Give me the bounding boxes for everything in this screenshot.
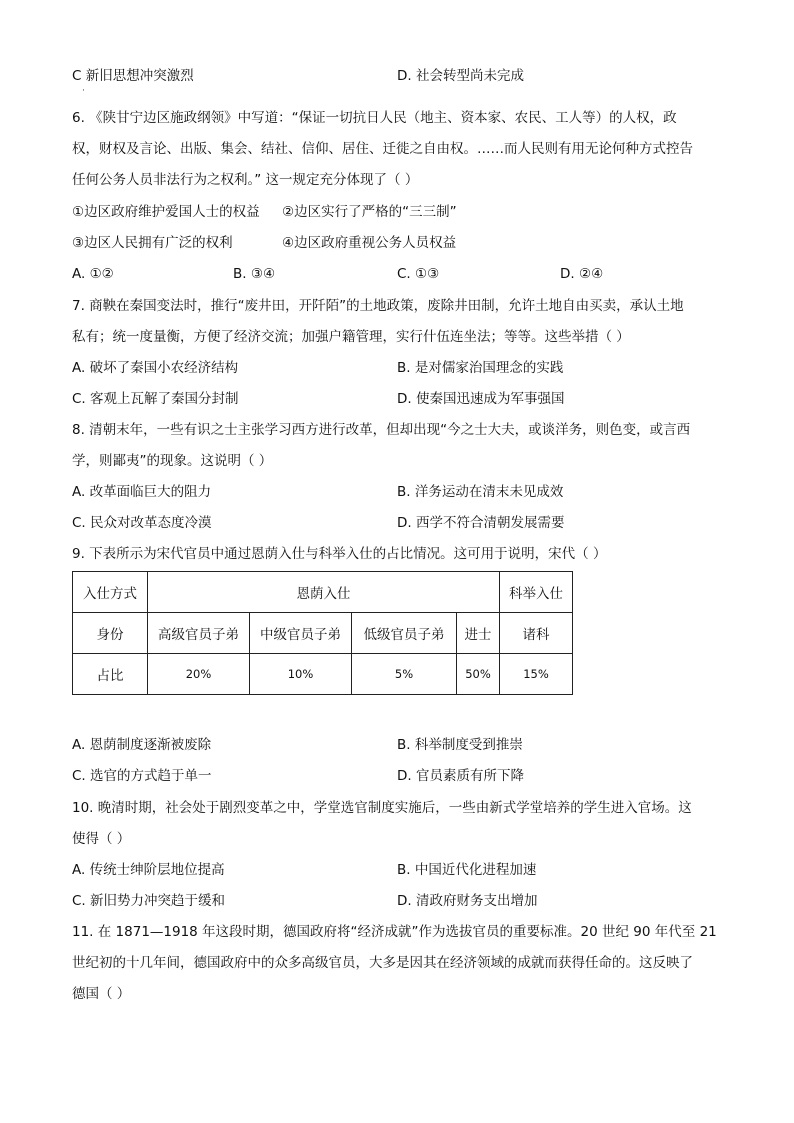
stray-dot: ·: [82, 86, 85, 96]
table-row: [73, 572, 573, 613]
q6-statement-3: ③边区人民拥有广泛的权利: [72, 235, 233, 251]
table-cell: 20%: [148, 654, 250, 695]
q6-stem-line3: 任何公务人员非法行为之权利。” 这一规定充分体现了（ ）: [72, 172, 419, 188]
q10-option-d[interactable]: D. 清政府财务支出增加: [397, 893, 538, 909]
table-cell: 50%: [457, 654, 500, 695]
q7-option-c[interactable]: C. 客观上瓦解了秦国分封制: [72, 391, 239, 407]
q9-option-b[interactable]: B. 科举制度受到推崇: [397, 737, 523, 753]
table-cell: 低级官员子弟: [352, 613, 457, 654]
q10-stem-line2: 使得（ ）: [72, 831, 131, 847]
q9-option-d[interactable]: D. 官员素质有所下降: [397, 768, 524, 784]
q7-option-b[interactable]: B. 是对儒家治国理念的实践: [397, 360, 564, 376]
table-row: [73, 654, 573, 695]
table-cell: 恩荫入仕: [148, 572, 500, 613]
table-cell: 高级官员子弟: [148, 613, 250, 654]
q9-option-c[interactable]: C. 选官的方式趋于单一: [72, 768, 212, 784]
q6-statement-4: ④边区政府重视公务人员权益: [282, 235, 457, 251]
q10-option-c[interactable]: C. 新旧势力冲突趋于缓和: [72, 893, 226, 909]
q8-option-b[interactable]: B. 洋务运动在清末未见成效: [397, 484, 564, 500]
q6-option-a[interactable]: A. ①②: [72, 266, 114, 282]
q6-option-c[interactable]: C. ①③: [397, 266, 440, 282]
q8-stem-line1: 8. 清朝末年，一些有识之士主张学习西方进行改革，但却出现“今之士大夫，或谈洋务，则色变，或言西: [72, 422, 691, 438]
q6-statement-1: ①边区政府维护爱国人士的权益: [72, 204, 260, 220]
table-cell: 10%: [250, 654, 352, 695]
q8-option-d[interactable]: D. 西学不符合清朝发展需要: [397, 515, 565, 531]
table-cell: 入仕方式: [73, 572, 148, 613]
q9-option-a[interactable]: A. 恩荫制度逐渐被废除: [72, 737, 212, 753]
q8-stem-line2: 学，则鄙夷”的现象。这说明（ ）: [72, 453, 273, 469]
q6-stem-line2: 权，财权及言论、出版、集会、结社、信仰、居住、迁徙之自由权。……而人民则有用无论何种方式控告: [72, 141, 693, 157]
table-cell: 中级官员子弟: [250, 613, 352, 654]
table-cell: 5%: [352, 654, 457, 695]
q10-stem-line1: 10. 晚清时期，社会处于剧烈变革之中，学堂选官制度实施后，一些由新式学堂培养的学生进入官场。这: [72, 800, 692, 816]
q9-stem-line1: 9. 下表所示为宋代官员中通过恩荫入仕与科举入仕的占比情况。这可用于说明，宋代（ ）: [72, 546, 607, 562]
q7-stem-line1: 7. 商鞅在秦国变法时，推行“废井田，开阡陌”的土地政策，废除井田制，允许土地自由买卖，承认土地: [72, 298, 684, 314]
q5-option-d[interactable]: D. 社会转型尚未完成: [397, 68, 524, 84]
table-row: [73, 613, 573, 654]
q7-option-d[interactable]: D. 使秦国迅速成为军事强国: [397, 391, 565, 407]
q11-stem-line1: 11. 在 1871—1918 年这段时期，德国政府将“经济成就”作为选拔官员的重要标准。20 世纪 90 年代至 21: [72, 924, 717, 940]
q7-option-a[interactable]: A. 破坏了秦国小农经济结构: [72, 360, 239, 376]
q6-stem-line1: 6. 《陕甘宁边区施政纲领》中写道：“保证一切抗日人民（地主、资本家、农民、工人等）的人权，政: [72, 110, 677, 126]
q8-option-a[interactable]: A. 改革面临巨大的阻力: [72, 484, 212, 500]
table-cell: 身份: [73, 613, 148, 654]
q11-stem-line2: 世纪初的十几年间，德国政府中的众多高级官员，大多是因其在经济领域的成就而获得任命的。这反映了: [72, 955, 693, 971]
q11-stem-line3: 德国（ ）: [72, 986, 131, 1002]
q6-statement-2: ②边区实行了严格的“三三制”: [282, 204, 457, 220]
table-cell: 进士: [457, 613, 500, 654]
table-cell: 科举入仕: [500, 572, 573, 613]
q10-option-b[interactable]: B. 中国近代化进程加速: [397, 862, 537, 878]
table-cell: 15%: [500, 654, 573, 695]
q8-option-c[interactable]: C. 民众对改革态度冷漠: [72, 515, 212, 531]
q5-option-c[interactable]: C 新旧思想冲突激烈: [72, 68, 194, 84]
q10-option-a[interactable]: A. 传统士绅阶层地位提高: [72, 862, 225, 878]
q6-option-d[interactable]: D. ②④: [560, 266, 604, 282]
table-cell: 占比: [73, 654, 148, 695]
table-cell: 诸科: [500, 613, 573, 654]
q6-option-b[interactable]: B. ③④: [233, 266, 276, 282]
q7-stem-line2: 私有；统一度量衡，方便了经济交流；加强户籍管理，实行什伍连坐法；等等。这些举措（ ）: [72, 329, 630, 345]
q9-table: [72, 571, 573, 695]
